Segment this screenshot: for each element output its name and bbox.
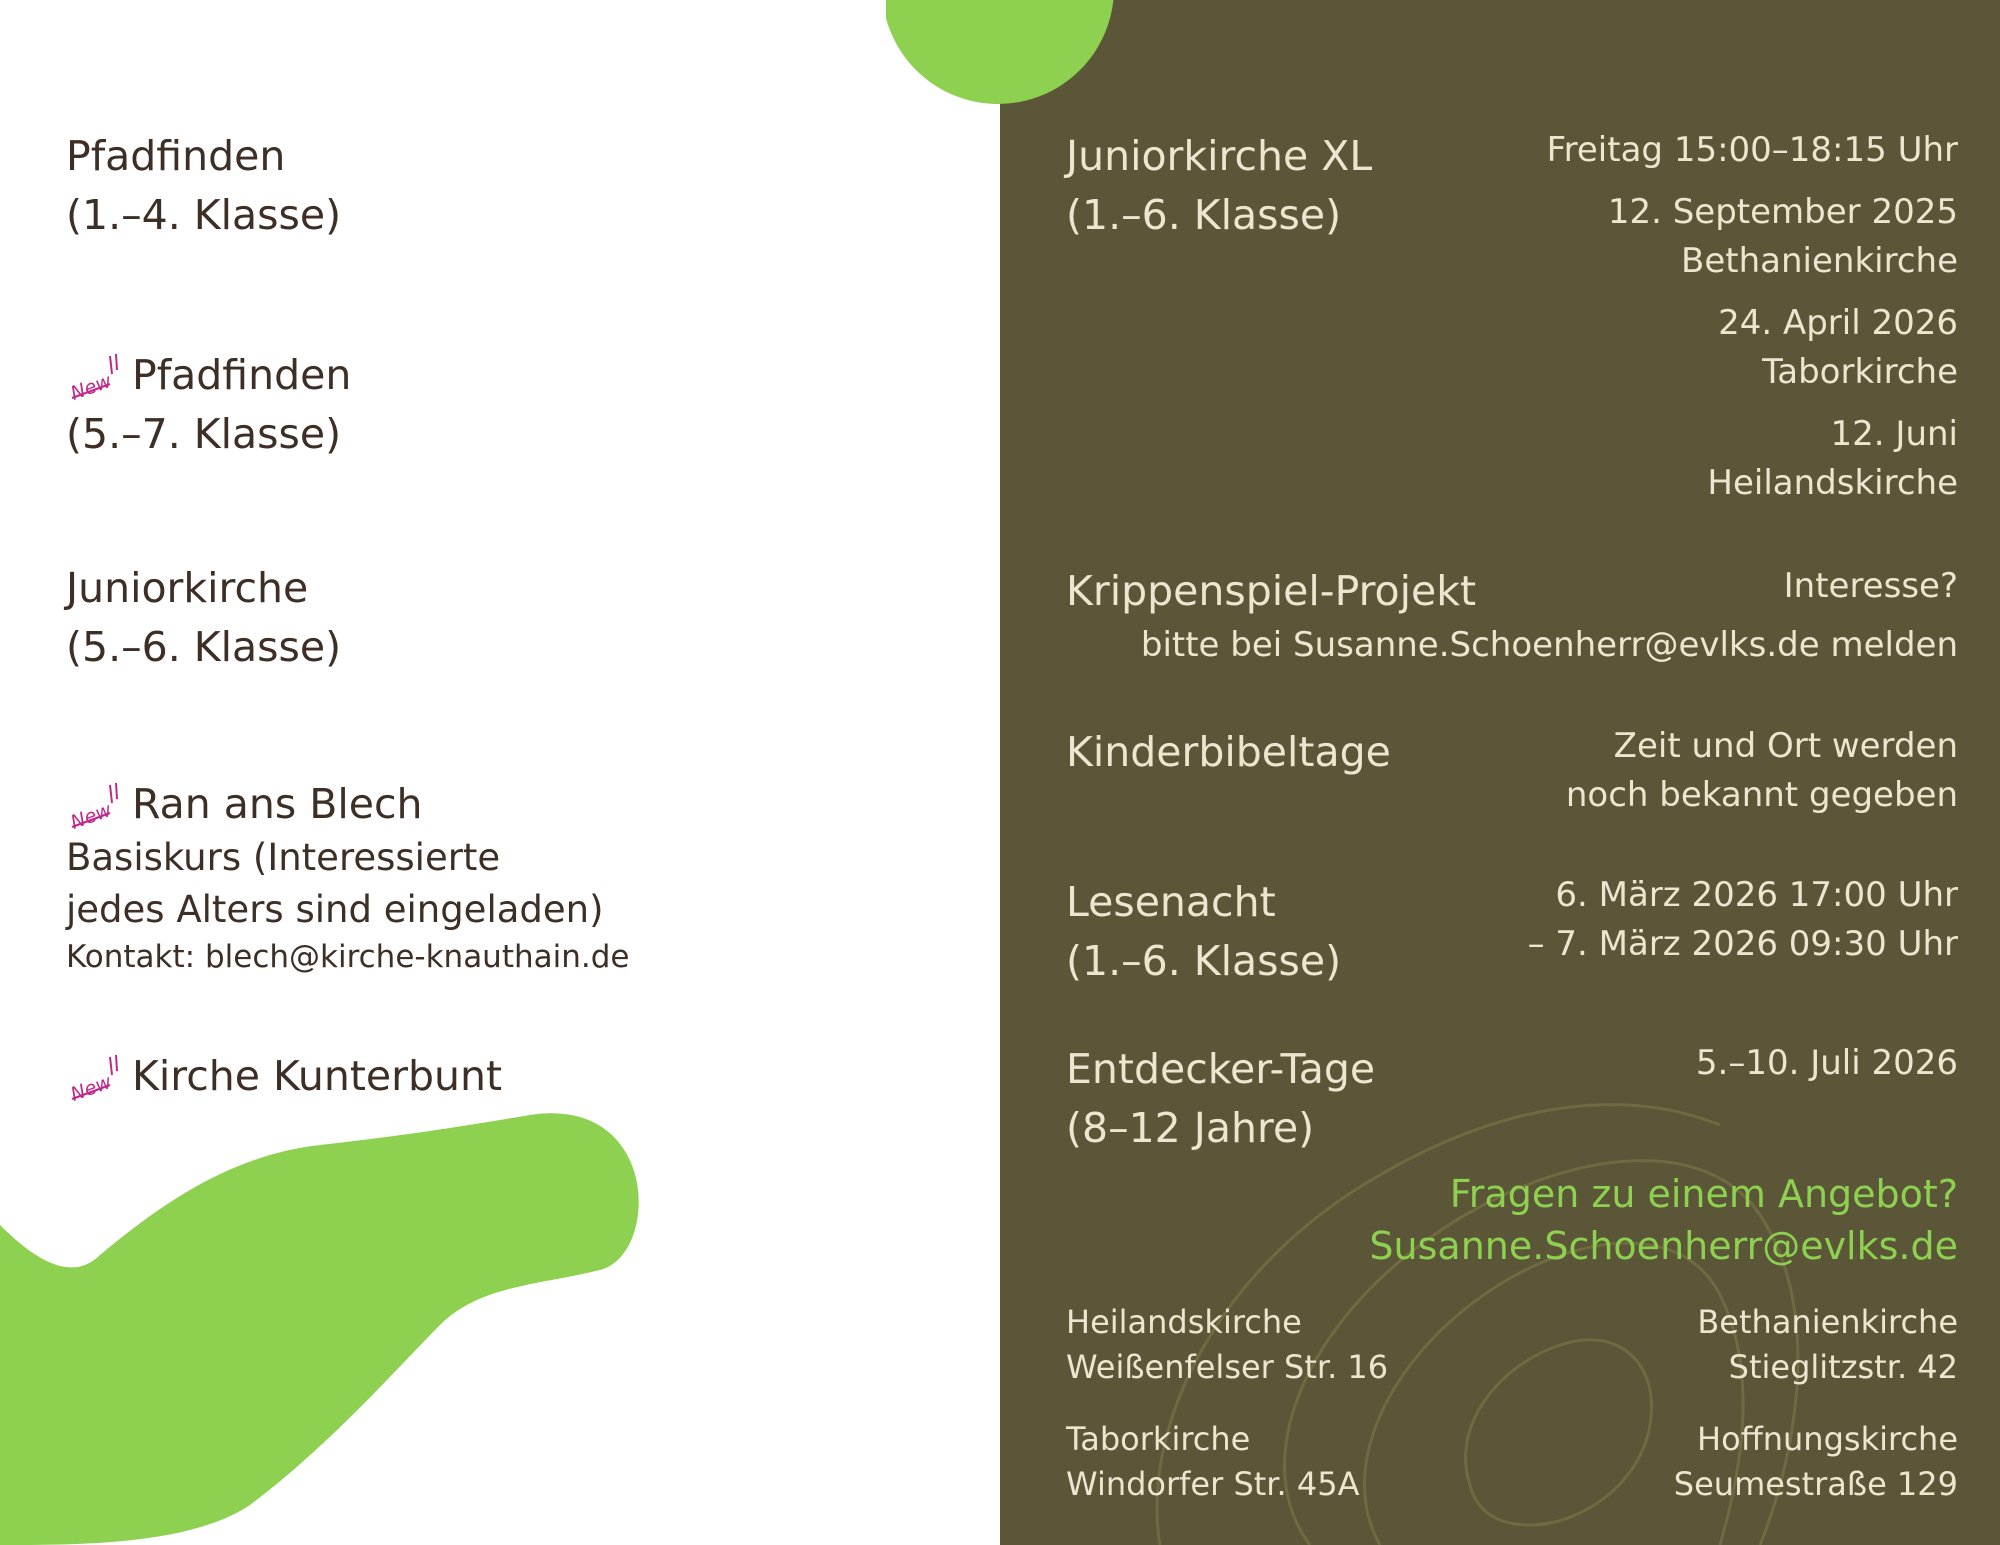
place-line: Bethanienkirche bbox=[1681, 241, 1958, 281]
kunterbunt-title-row bbox=[66, 1047, 502, 1107]
entdecker-subtitle: (8–12 Jahre) bbox=[1066, 1104, 1315, 1152]
pfadfinden-2-title: Pfadfinden bbox=[132, 351, 352, 399]
info-line: – 7. März 2026 09:30 Uhr bbox=[1527, 924, 1958, 964]
juniorkirche-subtitle: (5.–6. Klasse) bbox=[66, 623, 342, 671]
contact-question: Fragen zu einem Angebot? bbox=[1449, 1172, 1958, 1216]
date-line: 12. September 2025 bbox=[1607, 192, 1958, 232]
desc-line: Basiskurs (Interessierte bbox=[66, 836, 501, 879]
svg-text:New: New bbox=[67, 1071, 115, 1106]
address-name: Bethanienkirche bbox=[1697, 1303, 1958, 1341]
new-badge-icon bbox=[66, 350, 122, 406]
blech-title-row bbox=[66, 775, 423, 835]
juniorkirche-xl-info bbox=[1547, 126, 1958, 508]
juniorkirche-xl-subtitle: (1.–6. Klasse) bbox=[1066, 191, 1342, 239]
lesenacht-title: Lesenacht bbox=[1066, 878, 1276, 926]
info-line: 6. März 2026 17:00 Uhr bbox=[1555, 875, 1958, 915]
address-taborkirche bbox=[1066, 1417, 1359, 1507]
kinderbibeltage-info bbox=[1566, 722, 1958, 820]
krippenspiel-interest: Interesse? bbox=[1783, 566, 1958, 606]
blech-title: Ran ans Blech bbox=[132, 780, 423, 828]
green-circle-decoration bbox=[886, 0, 1126, 110]
info-line: Zeit und Ort werden bbox=[1613, 726, 1958, 766]
desc-line: jedes Alters sind eingeladen) bbox=[66, 888, 604, 931]
info-line: noch bekannt gegeben bbox=[1565, 775, 1958, 815]
blech-contact: Kontakt: blech@kirche-knauthain.de bbox=[66, 939, 630, 975]
pfadfinden-1-title: Pfadfinden bbox=[66, 132, 286, 180]
address-name: Taborkirche bbox=[1066, 1420, 1251, 1458]
krippenspiel-note: bitte bei Susanne.Schoenherr@evlks.de melden bbox=[1140, 625, 1958, 665]
juniorkirche-xl-title: Juniorkirche XL bbox=[1066, 132, 1373, 180]
right-panel bbox=[1000, 0, 2000, 1545]
address-street: Windorfer Str. 45A bbox=[1066, 1465, 1360, 1503]
new-badge-icon bbox=[66, 779, 122, 835]
juniorkirche-title: Juniorkirche bbox=[66, 564, 309, 612]
address-hoffnungskirche bbox=[1674, 1417, 1958, 1507]
contact-block bbox=[1369, 1168, 1958, 1272]
place-line: Taborkirche bbox=[1762, 352, 1958, 392]
address-name: Heilandskirche bbox=[1066, 1303, 1302, 1341]
pfadfinden-2-title-row bbox=[66, 346, 351, 406]
contact-email-link[interactable]: Susanne.Schoenherr@evlks.de bbox=[1369, 1224, 1958, 1268]
address-street: Seumestraße 129 bbox=[1673, 1465, 1958, 1503]
date-line: 12. Juni bbox=[1830, 414, 1958, 454]
lesenacht-info bbox=[1528, 871, 1958, 969]
blech-description bbox=[66, 832, 604, 936]
entdecker-title: Entdecker-Tage bbox=[1066, 1045, 1376, 1093]
address-bethanienkirche bbox=[1697, 1300, 1958, 1390]
address-street: Stieglitzstr. 42 bbox=[1728, 1348, 1958, 1386]
time-line: Freitag 15:00–18:15 Uhr bbox=[1546, 130, 1958, 170]
svg-text:New: New bbox=[67, 799, 115, 834]
address-heilandskirche bbox=[1066, 1300, 1388, 1390]
address-name: Hoffnungskirche bbox=[1697, 1420, 1958, 1458]
date-line: 24. April 2026 bbox=[1718, 303, 1958, 343]
entdecker-info: 5.–10. Juli 2026 bbox=[1695, 1043, 1958, 1083]
kunterbunt-title: Kirche Kunterbunt bbox=[132, 1052, 503, 1100]
pfadfinden-2-subtitle: (5.–7. Klasse) bbox=[66, 410, 342, 458]
kinderbibeltage-title: Kinderbibeltage bbox=[1066, 728, 1391, 776]
new-badge-icon bbox=[66, 1051, 122, 1107]
place-line: Heilandskirche bbox=[1707, 463, 1958, 503]
krippenspiel-title: Krippenspiel-Projekt bbox=[1066, 567, 1477, 615]
pfadfinden-1-subtitle: (1.–4. Klasse) bbox=[66, 191, 342, 239]
address-street: Weißenfelser Str. 16 bbox=[1066, 1348, 1389, 1386]
lesenacht-subtitle: (1.–6. Klasse) bbox=[1066, 937, 1342, 985]
svg-text:New: New bbox=[67, 370, 115, 405]
